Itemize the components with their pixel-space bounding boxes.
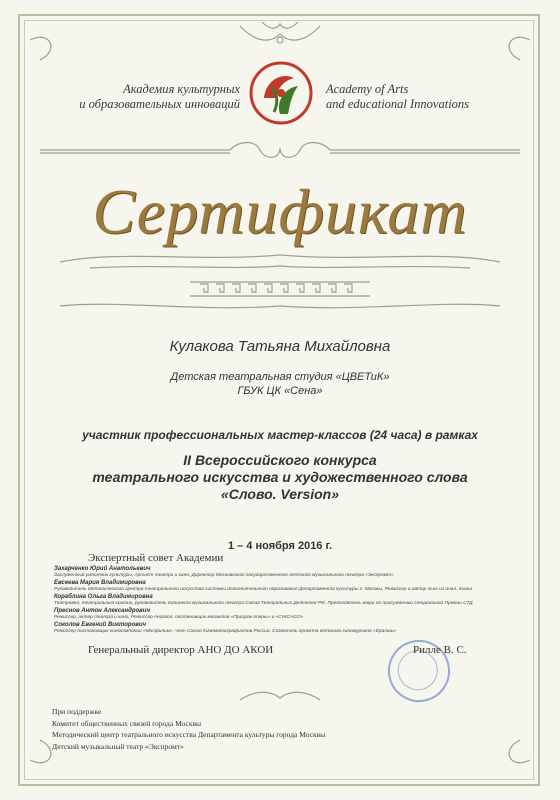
council-members [54,566,524,636]
studio-info [60,370,500,398]
director-line [88,644,488,656]
member-name: Захарченко Юрий Анатольевич [54,566,151,572]
academy-name-en [326,82,526,112]
contest-line2: театрального искусства и художественного слова [92,469,468,485]
contest-line1: II Всероссийского конкурса [183,452,377,468]
academy-name-ru-line1: Академия культурных [123,82,240,96]
participant-text: участник профессиональных мастер-классов (24 часа) в рамках [82,428,478,442]
council-member [54,608,524,621]
contest-name [40,452,520,503]
support-line2: Методический центр театрального искусства Департамента культуры города Москвы [52,730,326,739]
member-description: Режиссер-постановщик кинокомпании «Мосфильм», член Союза Кинематографистов России, Создатель проекта детского киножурнала «Ералаш» [54,629,397,634]
member-name: Кораблина Ольга Владимировна [54,594,153,600]
director-signature: Рилле В. С. [413,644,467,656]
academy-logo-icon [246,58,316,128]
council-member [54,622,524,635]
academy-name-en-line2: and educational Innovations [326,97,470,111]
academy-name-ru [40,82,240,112]
director-title: Генеральный директор АНО ДО АКОИ [88,644,274,656]
support-block [52,706,492,752]
contest-line3: «Слово. Version» [220,486,340,502]
council-member [54,566,524,579]
member-description: Театровед, театральный критик, руководитель Кабинета музыкального театра Союза Театральных Деятелей РФ, Председатель жюри по присуждению специальной Премии СТД [54,601,473,606]
council-member [54,594,524,607]
member-name: Евсеева Мария Владимировна [54,580,146,586]
academy-name-en-line1: Academy of Arts [326,82,409,96]
certificate-title: Сертификат [92,176,468,247]
member-description: Руководитель Методического Центра театрального искусства системы дополнительного образования Департамента культуры г. Москвы, Режиссер и автор пьес из анал. языка [54,587,472,592]
support-line1: Комитет общественных связей города Москвы [52,718,202,728]
council-member [54,580,524,593]
member-name: Преснов Антон Александрович [54,608,150,614]
council-title: Экспертный совет Академии [88,552,224,564]
support-line3: Детский музыкальный театр «Экспромт» [52,741,184,751]
support-heading: При поддержке [52,707,102,716]
studio-line1: Детская театральная студия «ЦВЕТиК» [170,371,390,383]
academy-name-ru-line2: и образовательных инноваций [79,97,240,111]
recipient-name: Кулакова Татьяна Михайловна [169,338,391,355]
studio-line2: ГБУК ЦК «Сена» [237,385,323,397]
member-description: Заслуженный работник культуры, Артист театра и кино, Директор Московского государственного детского музыкального театра «Экспромт» [54,573,394,578]
event-dates: 1 – 4 ноября 2016 г. [227,540,333,552]
member-name: Соколов Евгений Викторович [54,622,147,628]
member-description: Режиссер, актер театра и кино, Режиссер-педагог, постановщик мюзиклов «Призрак оперы» и «CHICAGO» [54,615,304,620]
